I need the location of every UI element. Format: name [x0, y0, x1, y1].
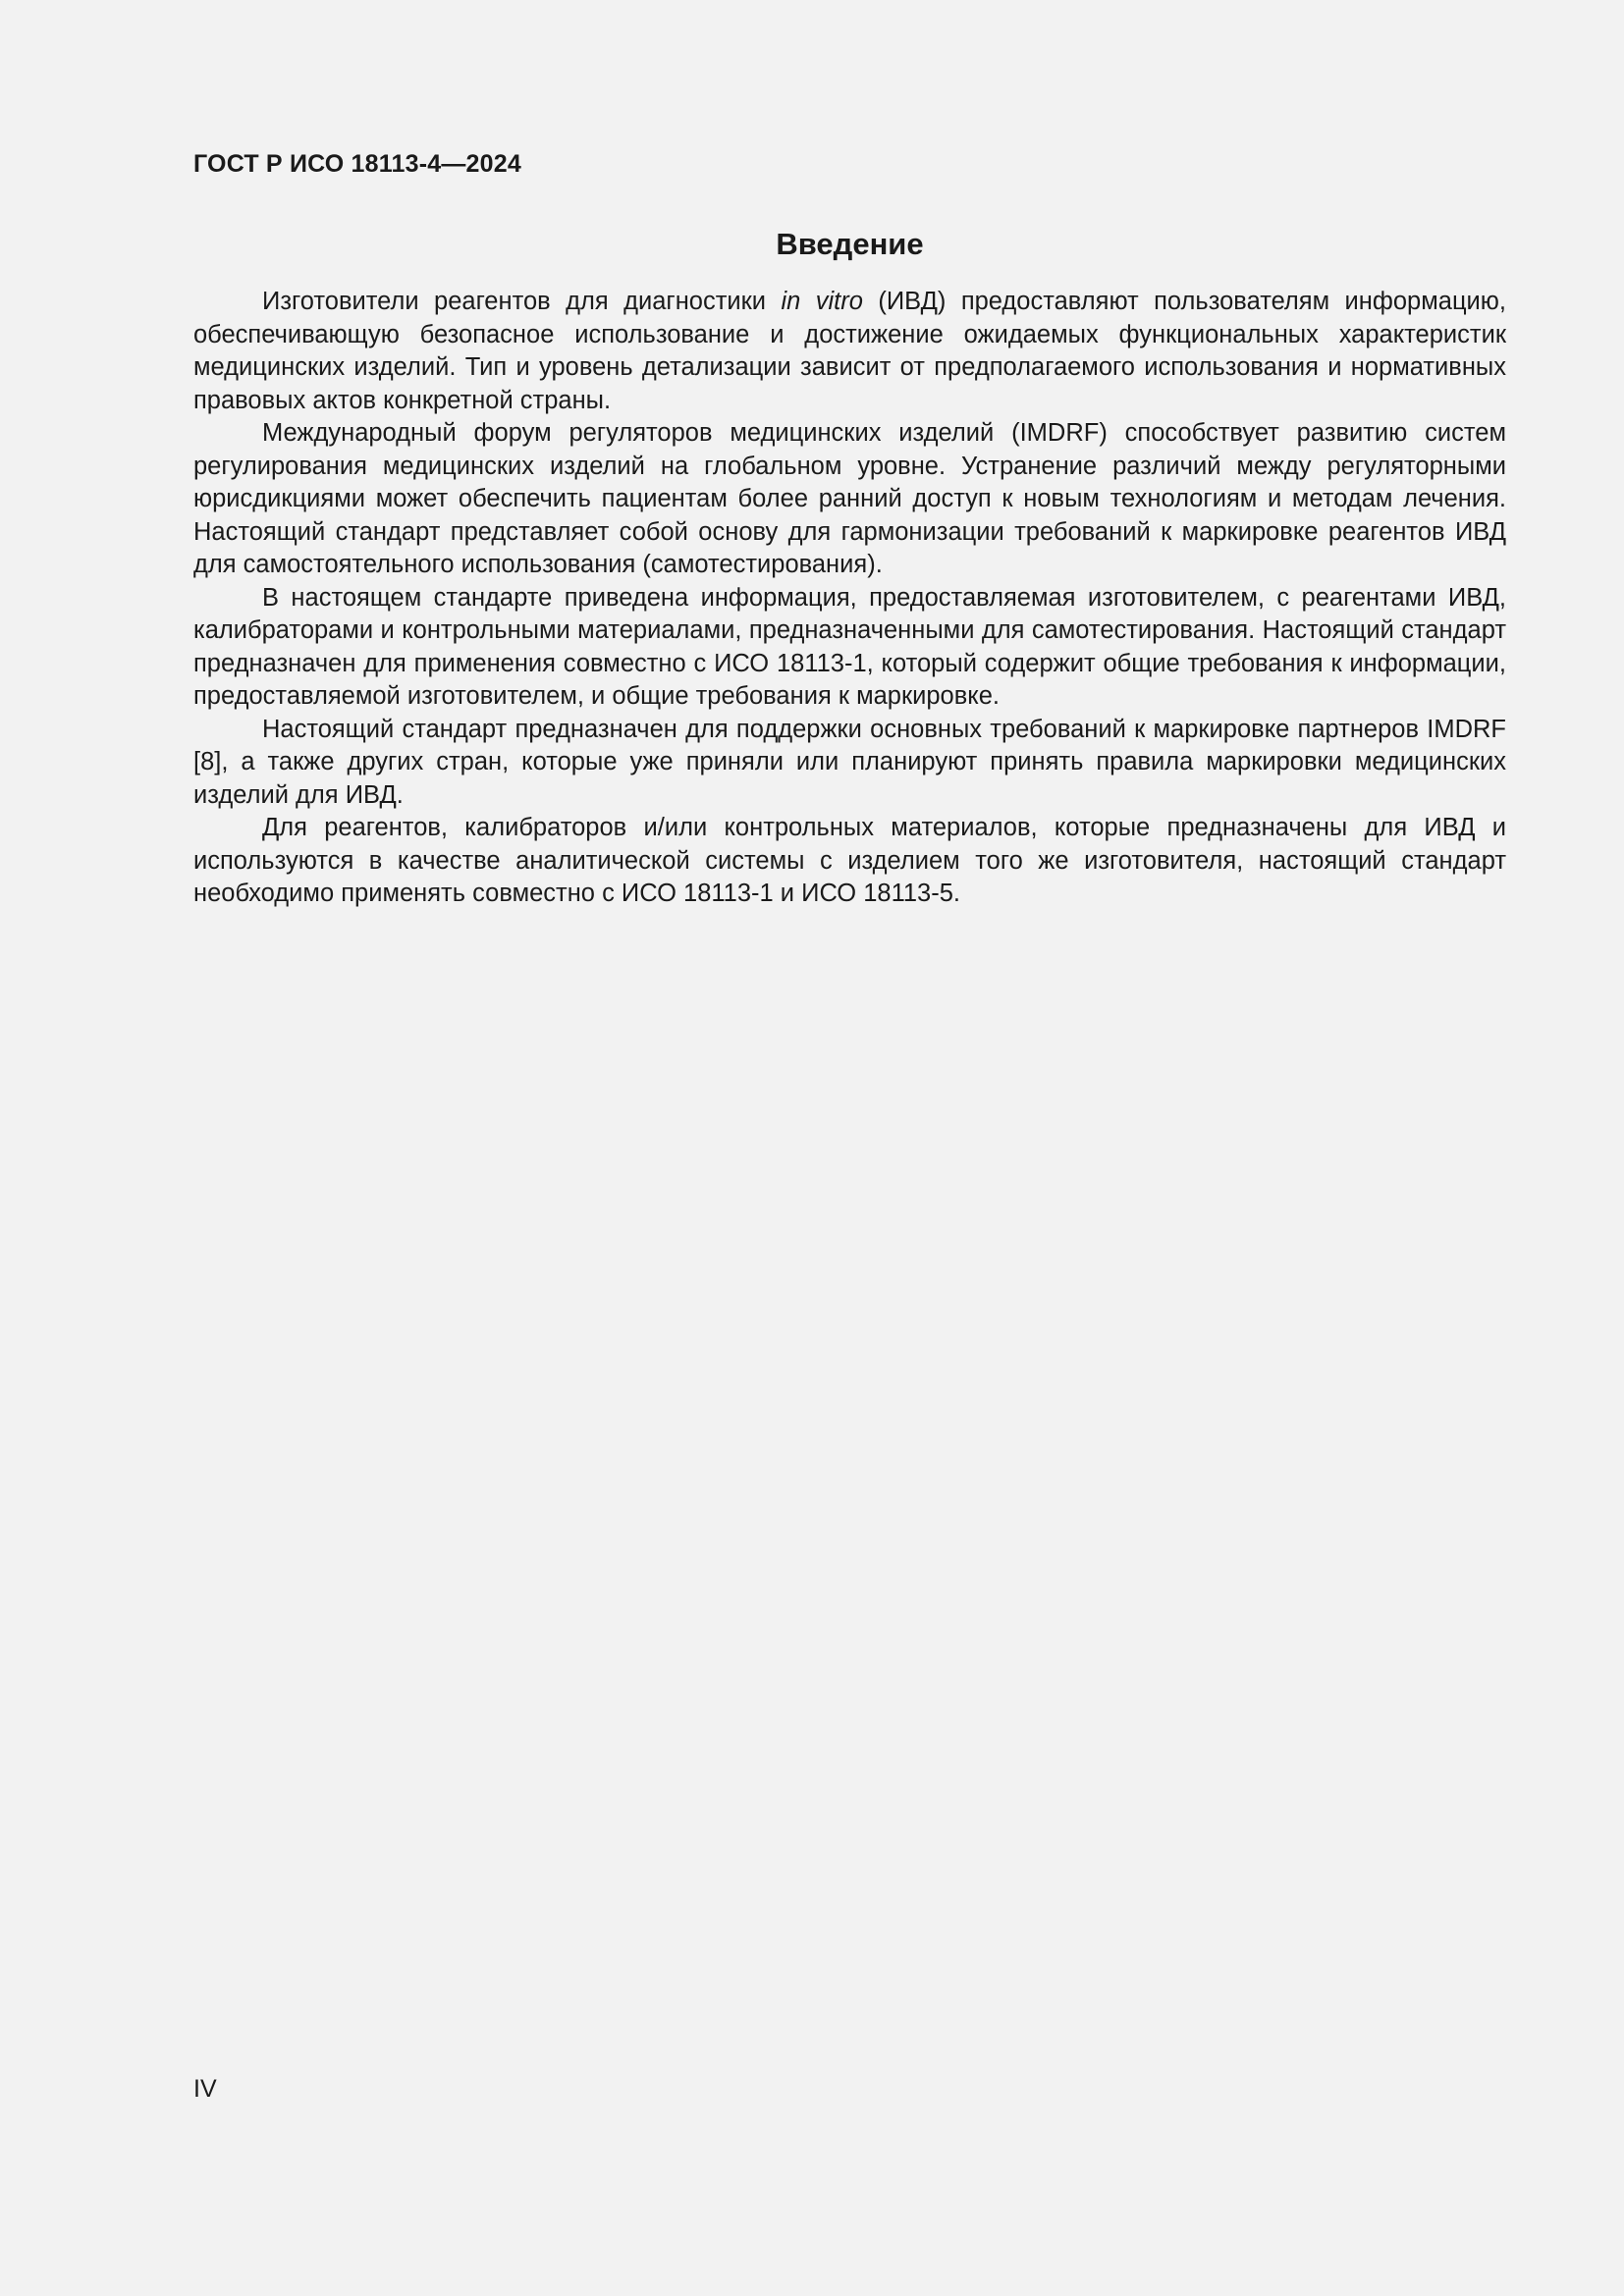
paragraph-4: Настоящий стандарт предназначен для поддержки основных требований к маркировке партнеров IMDRF [8], а также других стран, которые уже приняли или планируют принять правила маркировки медицинских изделий для ИВД.	[193, 715, 1506, 809]
paragraph-5: Для реагентов, калибраторов и/или контрольных материалов, которые предназначены для ИВД и используются в качестве аналитической системы с изделием того же изготовителя, настоящий стандарт необходимо применять совместно с ИСО 18113-1 и ИСО 18113-5.	[193, 814, 1506, 907]
italic-term: in vitro	[781, 288, 863, 315]
introduction-body	[193, 286, 1506, 911]
document-code: ГОСТ Р ИСО 18113-4—2024	[193, 150, 521, 178]
paragraph-1-rest: (ИВД) предоставляют пользователям информацию, обеспечивающую безопасное использование и достижение ожидаемых функциональных характеристик медицинских изделий. Тип и уровень детализации зависит от предполагаемого использования и нормативных правовых актов конкретной страны.	[193, 288, 1507, 414]
section-title: Введение	[776, 227, 924, 261]
paragraph-1	[193, 286, 1506, 417]
page-number: IV	[193, 2075, 217, 2103]
paragraph-3: В настоящем стандарте приведена информация, предоставляемая изготовителем, с реагентами ИВД, калибраторами и контрольными материалами, предназначенными для самотестирования. Настоящий стандарт предназначен для применения совместно с ИСО 18113-1, который содержит общие требования к информации, предоставляемой изготовителем, и общие требования к маркировке.	[193, 583, 1506, 710]
paragraph-1-start: Изготовители реагентов для диагностики	[262, 288, 782, 315]
paragraph-2: Международный форум регуляторов медицинских изделий (IMDRF) способствует развитию систем регулирования медицинских изделий на глобальном уровне. Устранение различий между регуляторными юрисдикциями может обеспечить пациентам более ранний доступ к новым технологиям и методам лечения. Настоящий стандарт представляет собой основу для гармонизации требований к маркировке реагентов ИВД для самостоятельного использования (самотестирования).	[193, 419, 1506, 578]
